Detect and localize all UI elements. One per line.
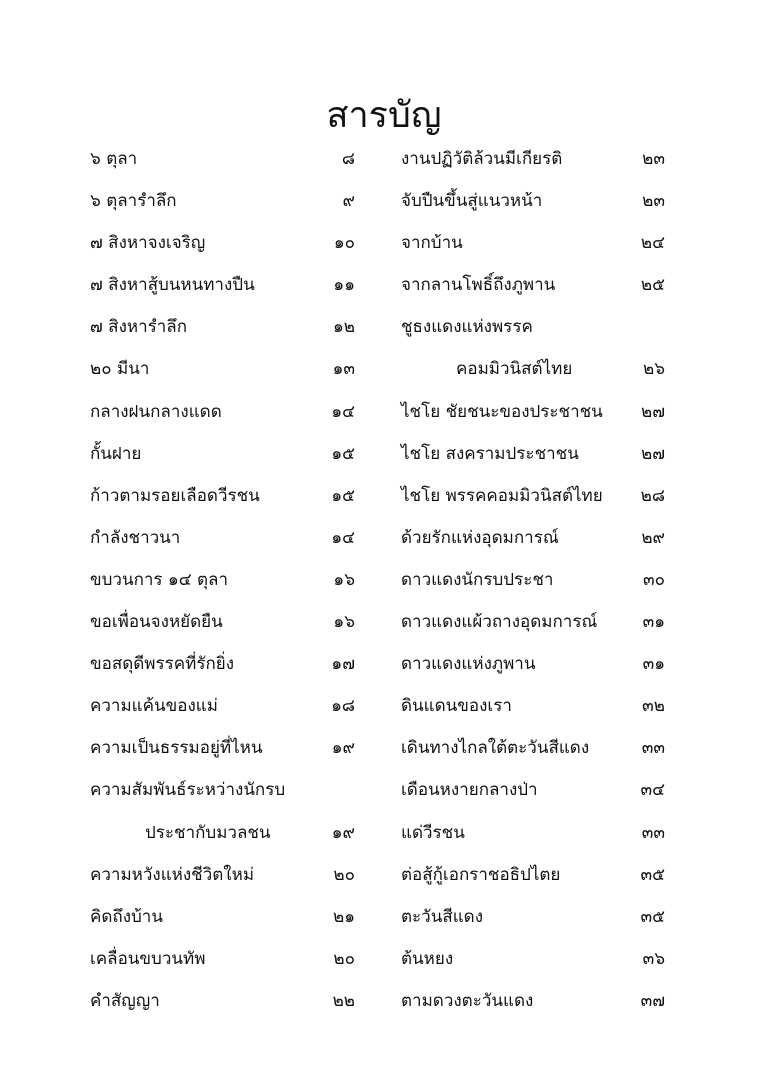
toc-entry	[90, 643, 355, 685]
toc-entry-page: ๑๖	[333, 569, 355, 590]
toc-entry	[401, 517, 665, 559]
toc-entry-page: ๓๐	[643, 569, 665, 590]
toc-entry	[401, 601, 665, 643]
toc-entry-title: จากลานโพธิ์ถึงภูพาน	[401, 275, 556, 296]
toc-entry-title: ๗ สิงหาสู้บนหนทางปืน	[90, 275, 255, 296]
toc-entry-title: ประชากับมวลชน	[145, 822, 271, 843]
toc-entry	[90, 769, 355, 811]
toc-entry-title: ก้าวตามรอยเลือดวีรชน	[90, 485, 260, 506]
toc-entry	[401, 854, 665, 896]
toc-entry-title: ไชโย สงครามประชาชน	[401, 443, 579, 464]
toc-entry-page: ๘	[341, 149, 355, 169]
toc-entry-title: ดินแดนของเรา	[401, 696, 512, 717]
toc-entry-title: ๖ ตุลา	[90, 149, 138, 169]
toc-entry-page: ๓๗	[640, 990, 665, 1011]
toc-entry	[401, 306, 665, 348]
toc-entry-page: ๓๖	[642, 948, 665, 969]
toc-entry	[401, 475, 665, 517]
toc-entry	[90, 306, 355, 348]
toc-entry	[90, 685, 355, 727]
toc-entry-title: ความหวังแห่งชีวิตใหม่	[90, 864, 255, 885]
toc-entry-page: ๑๓	[332, 359, 355, 380]
toc-entry-page: ๒๗	[641, 401, 665, 422]
toc-entry-title: ดาวแดงแห่งภูพาน	[401, 654, 536, 675]
toc-entry-title: ๒๐ มีนา	[90, 359, 150, 380]
toc-entry-title: คิดถึงบ้าน	[90, 906, 163, 927]
toc-entry-title: ต้นหยง	[401, 948, 454, 969]
toc-entry-page: ๑๔	[331, 401, 355, 422]
toc-entry-page: ๓๑	[642, 654, 665, 675]
toc-entry-title: เคลื่อนขบวนทัพ	[90, 948, 206, 969]
toc-entry-page: ๒๒	[332, 990, 355, 1011]
toc-entry-title: กลางฝนกลางแดด	[90, 401, 222, 422]
toc-entry-title: ๗ สิงหารำลึก	[90, 317, 188, 338]
toc-entry-page: ๑๕	[331, 485, 355, 506]
toc-entry-page: ๑๖	[333, 612, 355, 633]
toc-entry	[401, 138, 665, 180]
toc-entry	[401, 264, 665, 306]
toc-entry-page: ๒๓	[642, 191, 665, 212]
toc-entry-title: ความสัมพันธ์ระหว่างนักรบ	[90, 780, 286, 801]
toc-entry-title: ความแค้นของแม่	[90, 696, 218, 717]
toc-entry-page: ๒๔	[640, 233, 665, 254]
toc-entry-title: แด่วีรชน	[401, 822, 465, 843]
toc-entry	[401, 896, 665, 938]
toc-entry-page: ๒๘	[640, 485, 665, 506]
toc-entry	[90, 854, 355, 896]
toc-entry-title: ความเป็นธรรมอยู่ที่ไหน	[90, 738, 263, 759]
toc-entry	[90, 896, 355, 938]
toc-entry	[401, 559, 665, 601]
toc-entry-title: ๖ ตุลารำลึก	[90, 191, 177, 212]
toc-entry-page: ๑๗	[331, 654, 355, 675]
toc-entry	[401, 812, 665, 854]
toc-entry-page: ๓๓	[641, 822, 665, 843]
toc-entry-title: งานปฏิวัติล้วนมีเกียรติ	[401, 149, 563, 169]
toc-entry-title: คำสัญญา	[90, 990, 160, 1011]
toc-entry-page: ๓๑	[642, 612, 665, 633]
toc-entry	[401, 433, 665, 475]
toc-entry-page: ๑๕	[331, 443, 355, 464]
toc-entry	[90, 475, 355, 517]
toc-entry-page: ๒๗	[641, 443, 665, 464]
toc-entry	[401, 727, 665, 769]
toc-entry	[90, 812, 355, 854]
toc-entry	[401, 980, 665, 1022]
toc-entry-title: ไชโย พรรคคอมมิวนิสต์ไทย	[401, 485, 603, 506]
toc-entry-title: จับปืนขึ้นสู่แนวหน้า	[401, 191, 543, 212]
toc-entry-title: ขอสดุดีพรรคที่รักยิ่ง	[90, 654, 235, 675]
toc-right-column	[401, 138, 665, 1022]
toc-entry-page: ๓๒	[642, 696, 665, 717]
toc-entry-title: ต่อสู้กู้เอกราชอธิปไตย	[401, 864, 561, 885]
toc-entry-title: กั้นฝาย	[90, 443, 142, 464]
toc-left-column	[90, 138, 355, 1022]
toc-entry-title: เดินทางไกลใต้ตะวันสีแดง	[401, 738, 590, 759]
toc-entry-title: ด้วยรักแห่งอุดมการณ์	[401, 527, 559, 548]
toc-entry-page: ๑๒	[333, 317, 355, 338]
toc-entry-title: จากบ้าน	[401, 233, 463, 254]
toc-entry-page: ๒๑	[333, 906, 355, 927]
toc-entry	[401, 348, 665, 390]
toc-entry	[401, 938, 665, 980]
toc-entry	[401, 391, 665, 433]
toc-entry-page: ๑๐	[333, 233, 355, 254]
toc-entry-page: ๓๕	[640, 906, 665, 927]
toc-entry-page: ๙	[342, 191, 355, 212]
page-title: สารบัญ	[326, 95, 442, 136]
toc-entry-title: ตะวันสีแดง	[401, 906, 484, 927]
toc-entry-page: ๒๙	[641, 527, 665, 548]
toc-entry-title: กำลังชาวนา	[90, 527, 181, 548]
toc-entry	[90, 433, 355, 475]
toc-entry-page: ๑๙	[331, 822, 355, 843]
toc-entry-title: ดาวแดงนักรบประชา	[401, 569, 554, 590]
toc-entry-page: ๓๔	[640, 780, 665, 801]
toc-entry	[90, 180, 355, 222]
toc-entry	[90, 138, 355, 180]
toc-entry-title: ๗ สิงหาจงเจริญ	[90, 233, 206, 254]
toc-entry-page: ๒๕	[640, 275, 665, 296]
toc-entry-title: ไชโย ชัยชนะของประชาชน	[401, 401, 603, 422]
toc-entry-title: ดาวแดงแผ้วถางอุดมการณ์	[401, 612, 598, 633]
toc-entry-title: คอมมิวนิสต์ไทย	[456, 359, 573, 380]
toc-entry	[90, 222, 355, 264]
toc-entry	[90, 980, 355, 1022]
toc-entry	[90, 727, 355, 769]
toc-entry-page: ๓๕	[640, 864, 665, 885]
toc-entry-page: ๑๙	[331, 738, 355, 759]
toc-entry	[401, 222, 665, 264]
toc-entry	[401, 643, 665, 685]
toc-entry	[90, 517, 355, 559]
toc-entry	[90, 938, 355, 980]
toc-entry	[401, 180, 665, 222]
toc-entry	[90, 559, 355, 601]
toc-entry-page: ๒๓	[642, 149, 665, 169]
toc-entry-title: ขบวนการ ๑๔ ตุลา	[90, 569, 229, 590]
toc-entry	[90, 391, 355, 433]
toc-entry-title: ขอเพื่อนจงหยัดยืน	[90, 612, 223, 633]
toc-entry-page: ๑๑	[333, 275, 355, 296]
toc-entry-page: ๒๐	[333, 864, 355, 885]
toc-entry-page: ๒๐	[333, 948, 355, 969]
toc-entry-page: ๒๖	[643, 359, 665, 380]
toc-entry	[90, 601, 355, 643]
toc-entry-title: เดือนหงายกลางป่า	[401, 780, 538, 801]
toc-entry-page: ๑๘	[331, 696, 355, 717]
toc-entry-title: ชูธงแดงแห่งพรรค	[401, 317, 533, 338]
toc-entry	[401, 769, 665, 811]
toc-entry-page: ๓๓	[641, 738, 665, 759]
toc-entry	[90, 264, 355, 306]
toc-entry-title: ตามดวงตะวันแดง	[401, 990, 534, 1011]
toc-entry	[401, 685, 665, 727]
toc-entry-page: ๑๔	[331, 527, 355, 548]
toc-entry	[90, 348, 355, 390]
